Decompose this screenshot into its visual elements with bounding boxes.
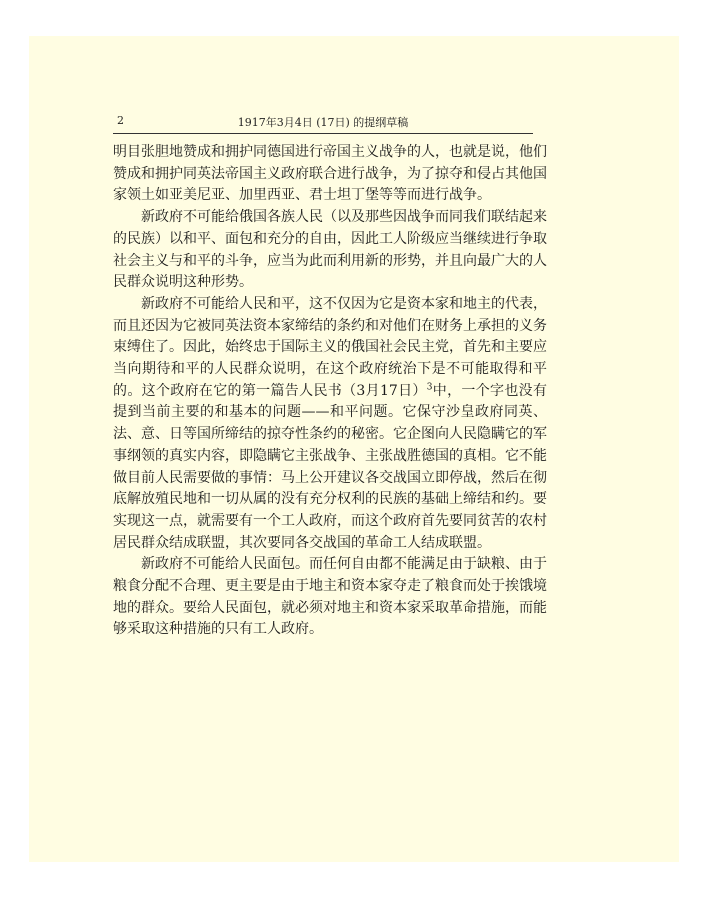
running-header	[113, 111, 533, 134]
footnote-marker[interactable]: 3	[426, 382, 433, 393]
body-text	[113, 142, 547, 641]
paragraph-3-part-2: 中，一个字也没有提到当前主要的和基本的问题——和平问题。它保守沙皇政府同英、法、意、日等国所缔结的掠夺性条约的秘密。它企图向人民隐瞒它的军事纲领的真实内容，即隐瞒它主张战争、主张战胜德国的真相。它不能做目前人民需要做的事情：马上公开建议各交战国立即停战，然后在彻底解放殖民地和一切从属的没有充分权利的民族的基础上缔结和约。要实现这一点，就需要有一个工人政府，而这个政府首先要同贫苦的农村居民群众结成联盟，其次要同各交战国的革命工人结成联盟。	[113, 382, 547, 551]
running-title: 1917年3月4日 (17日) 的提纲草稿	[237, 116, 409, 129]
paragraph-3	[113, 294, 547, 554]
paragraph-3-part-1: 新政府不可能给人民和平，这不仅因为它是资本家和地主的代表，而且还因为它被同英法资本家缔结的条约和对他们在财务上承担的义务束缚住了。因此，始终忠于国际主义的俄国社会民主党，首先和主要应当向期待和平的人民群众说明，在这个政府统治下是不可能取得和平的。这个政府在它的第一篇告人民书（3月17日）	[113, 295, 547, 399]
paragraph-2: 新政府不可能给俄国各族人民（以及那些因战争而同我们联结起来的民族）以和平、面包和充分的自由，因此工人阶级应当继续进行争取社会主义与和平的斗争，应当为此而利用新的形势，并且向最广大的人民群众说明这种形势。	[113, 209, 547, 291]
page-number: 2	[117, 114, 124, 127]
paragraph-1: 明目张胆地赞成和拥护同德国进行帝国主义战争的人，也就是说，他们赞成和拥护同英法帝国主义政府联合进行战争，为了掠夺和侵占其他国家领土如亚美尼亚、加里西亚、君士坦丁堡等等而进行战争。	[113, 144, 547, 204]
paragraph-4: 新政府不可能给人民面包。而任何自由都不能满足由于缺粮、由于粮食分配不合理、更主要是由于地主和资本家夺走了粮食而处于挨饿境地的群众。要给人民面包，就必须对地主和资本家采取革命措施，而能够采取这种措施的只有工人政府。	[113, 556, 547, 638]
